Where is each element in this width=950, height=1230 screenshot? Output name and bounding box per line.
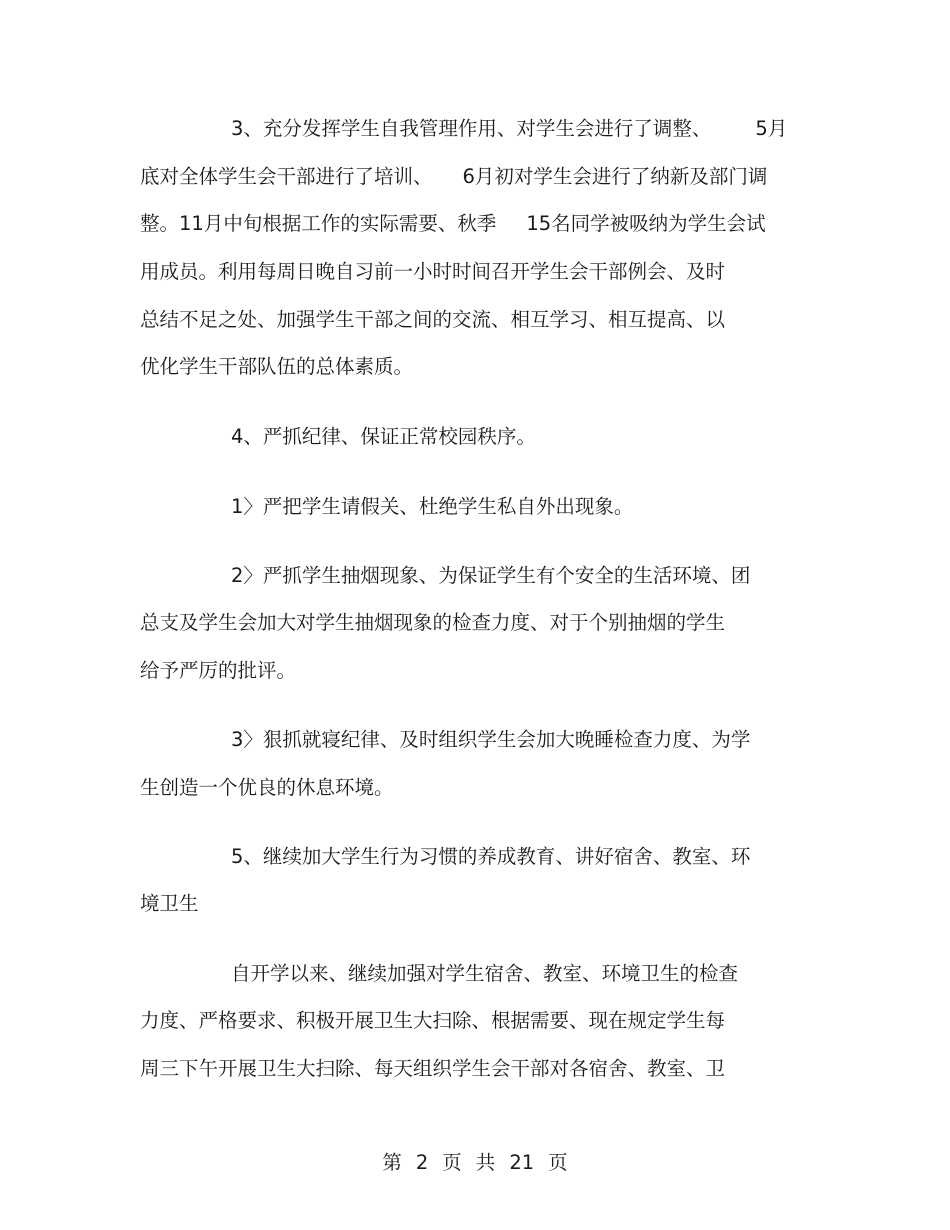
- text-segment: 3、充分发挥学生自我管理作用、对学生会进行了调整、: [231, 117, 712, 140]
- footer-gong: 共: [475, 1151, 496, 1174]
- page-number-current: 2: [415, 1151, 429, 1174]
- footer-ye: 页: [548, 1151, 568, 1174]
- paragraph-3-line-3: [140, 211, 766, 237]
- paragraph-3-line-2: [140, 164, 767, 190]
- text-segment: 5月: [755, 117, 788, 140]
- paragraph-6-line-2: 力度、严格要求、积极开展卫生大扫除、根据需要、现在规定学生每: [140, 1009, 726, 1032]
- text-segment: 15名同学被吸纳为学生会试: [526, 212, 766, 235]
- paragraph-5-line-1: 5、继续加大学生行为习惯的养成教育、讲好宿舍、教室、环: [231, 845, 751, 868]
- paragraph-3-line-4: 用成员。利用每周日晚自习前一小时时间召开学生会干部例会、及时: [140, 260, 726, 283]
- text-segment: 整。11月中旬根据工作的实际需要、秋季: [140, 212, 497, 235]
- page-number-total: 21: [509, 1151, 535, 1174]
- page-footer: [0, 1150, 950, 1176]
- paragraph-4-1-line-1: 1〉严把学生请假关、杜绝学生私自外出现象。: [231, 495, 634, 518]
- paragraph-4-3-line-1: 3〉狠抓就寝纪律、及时组织学生会加大晚睡检查力度、为学: [231, 728, 751, 751]
- text-segment: 底对全体学生会干部进行了培训、: [140, 165, 433, 188]
- paragraph-4-2-line-3: 给予严厉的批评。: [140, 659, 297, 682]
- paragraph-5-line-2: 境卫生: [140, 892, 199, 915]
- paragraph-4-2-line-1: 2〉严抓学生抽烟现象、为保证学生有个安全的生活环境、团: [231, 564, 751, 587]
- paragraph-3-line-6: 优化学生干部队伍的总体素质。: [140, 355, 414, 378]
- paragraph-3-line-1: [231, 116, 787, 142]
- paragraph-4-3-line-2: 生创造一个优良的休息环境。: [140, 776, 394, 799]
- paragraph-4-line-1: 4、严抓纪律、保证正常校园秩序。: [231, 425, 536, 448]
- text-segment: 6月初对学生会进行了纳新及部门调: [462, 165, 768, 188]
- footer-di: 第: [382, 1151, 402, 1174]
- paragraph-4-2-line-2: 总支及学生会加大对学生抽烟现象的检查力度、对于个别抽烟的学生: [140, 611, 726, 634]
- paragraph-6-line-1: 自开学以来、继续加强对学生宿舍、教室、环境卫生的检查: [231, 962, 739, 985]
- paragraph-3-line-5: 总结不足之处、加强学生干部之间的交流、相互学习、相互提高、以: [140, 308, 726, 331]
- paragraph-6-line-3: 周三下午开展卫生大扫除、每天组织学生会干部对各宿舍、教室、卫: [140, 1057, 726, 1080]
- footer-ye: 页: [442, 1151, 462, 1174]
